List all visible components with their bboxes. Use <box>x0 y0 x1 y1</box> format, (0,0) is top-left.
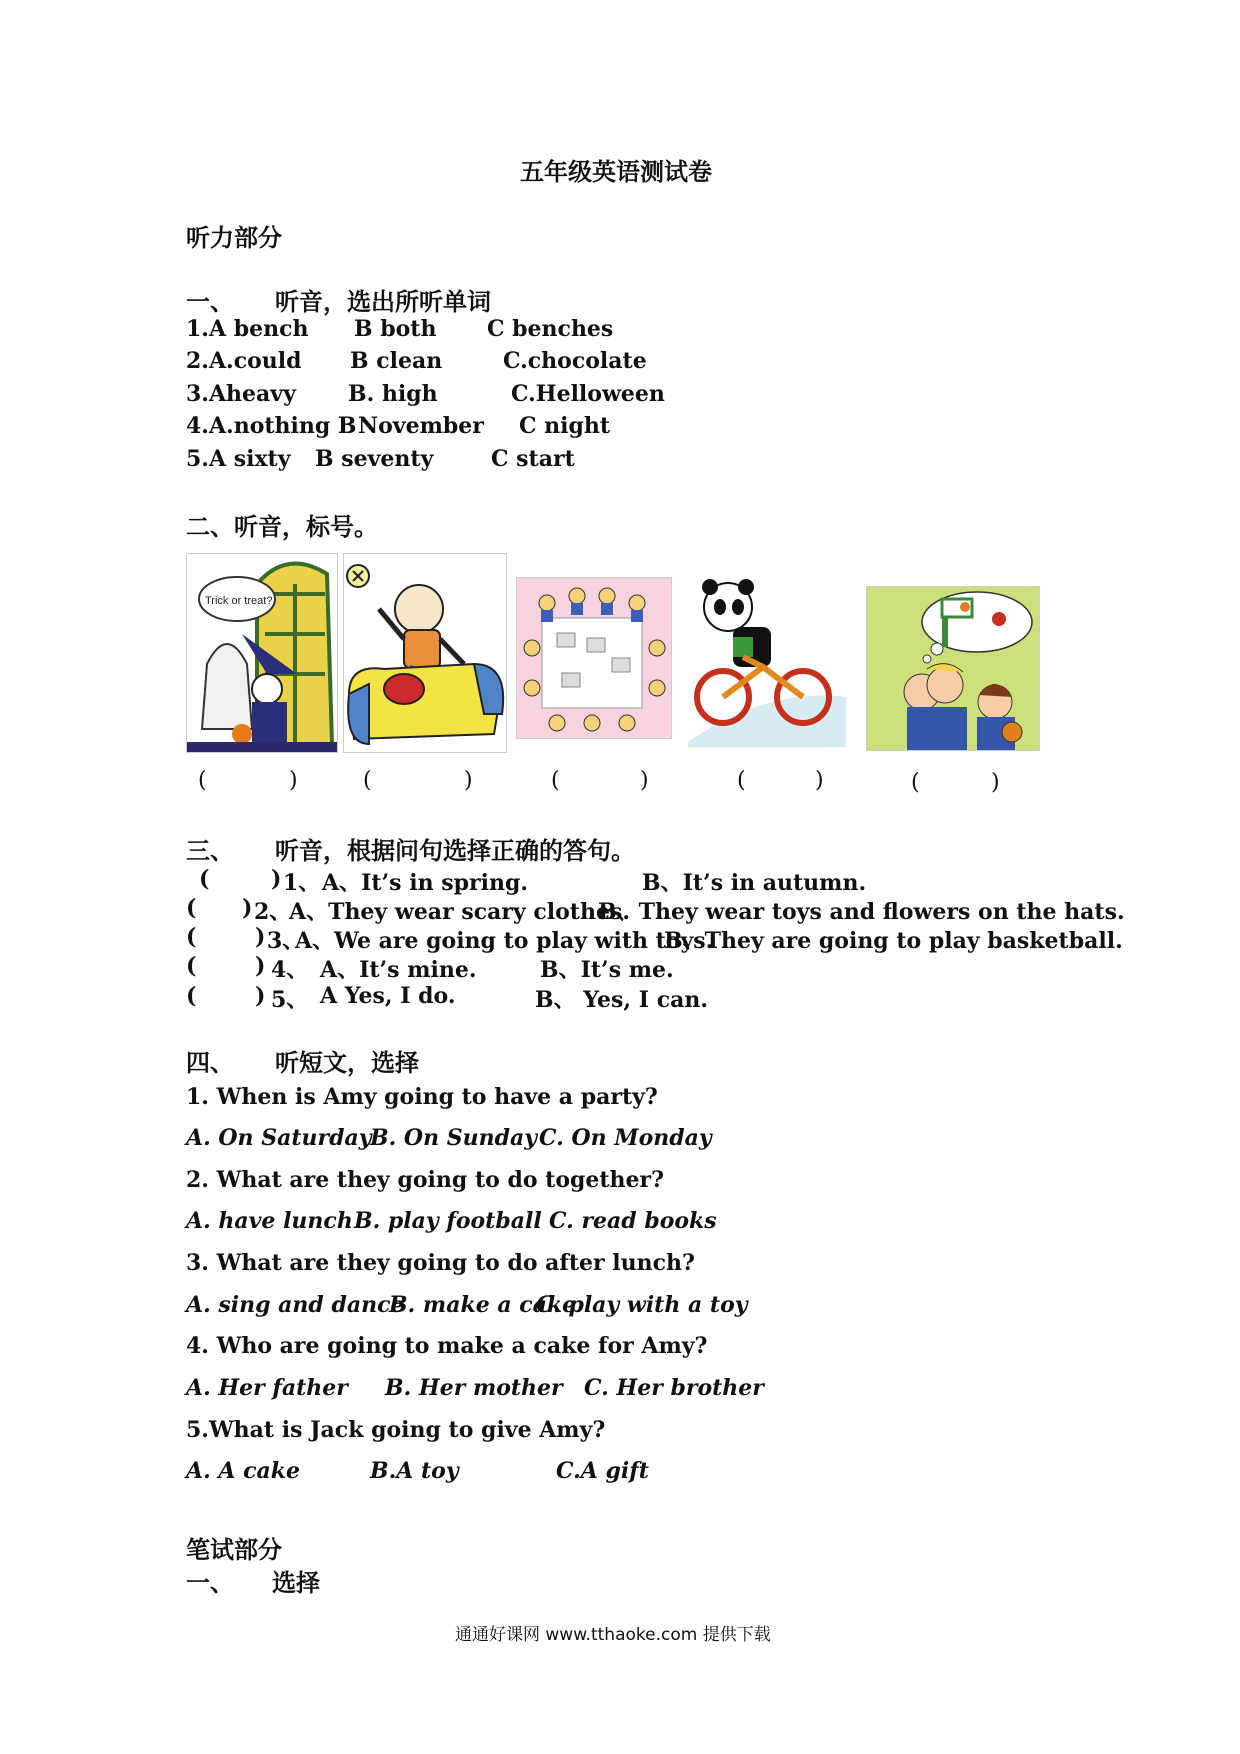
item-number: 4、 <box>271 957 309 983</box>
listening-heading: 听力部分 <box>186 223 282 252</box>
kids-at-table-picture <box>516 577 672 739</box>
word-option: 2.A.could <box>186 348 302 374</box>
answer-bracket-open[interactable]: ( <box>186 895 197 921</box>
word-option: B clean <box>350 348 443 374</box>
word-option: 3.Aheavy <box>186 381 296 407</box>
word-option: C night <box>519 413 611 439</box>
answer-option[interactable]: C. On Monday <box>539 1125 712 1151</box>
answer-bracket-close: ) <box>271 866 282 892</box>
answer-bracket-close: ) <box>255 924 266 950</box>
option-a: A、We are going to play with toys. <box>295 928 714 954</box>
option-a: A、They wear scary clothes. <box>289 899 631 925</box>
answer-option[interactable]: A. A cake <box>186 1458 301 1484</box>
part4-title: 听短文，选择 <box>275 1048 419 1077</box>
part4-number: 四、 <box>186 1048 234 1077</box>
answer-bracket-open[interactable]: ( <box>911 770 920 795</box>
footer-text: 通通好课网 www.tthaoke.com 提供下载 <box>455 1625 771 1645</box>
option-b: B、They are going to play basketball. <box>664 928 1123 954</box>
answer-bracket-open[interactable]: ( <box>186 953 197 979</box>
answer-option[interactable]: A. On Saturday <box>186 1125 372 1151</box>
part1-number: 一、 <box>186 287 234 316</box>
item-number: 5、 <box>271 987 309 1013</box>
answer-option[interactable]: C. read books <box>549 1208 717 1234</box>
answer-bracket-open[interactable]: ( <box>551 768 560 793</box>
item-number: 1、 <box>283 870 321 896</box>
option-b: B、It’s me. <box>540 957 674 983</box>
answer-bracket-close: ) <box>464 768 473 793</box>
answer-option[interactable]: B.A toy <box>370 1458 459 1484</box>
word-option: 1.A bench <box>186 316 309 342</box>
answer-bracket-open[interactable]: ( <box>737 768 746 793</box>
word-option: C start <box>491 446 575 472</box>
answer-option[interactable]: C. Her brother <box>584 1375 764 1401</box>
halloween-picture <box>186 553 338 753</box>
answer-bracket-close: ) <box>255 983 266 1009</box>
answer-option[interactable]: B. Her mother <box>385 1375 563 1401</box>
question-text: 4. Who are going to make a cake for Amy? <box>186 1333 708 1359</box>
part2-title: 二、听音，标号。 <box>186 512 378 541</box>
option-a: A、It’s mine. <box>320 957 477 983</box>
option-a: A、It’s in spring. <box>322 870 528 896</box>
page-title: 五年级英语测试卷 <box>520 157 712 186</box>
option-b: B、They wear toys and flowers on the hats. <box>598 899 1125 925</box>
word-option: November <box>358 413 484 439</box>
answer-option[interactable]: A. Her father <box>186 1375 348 1401</box>
answer-option[interactable]: B. On Sunday <box>370 1125 538 1151</box>
part1-title: 听音，选出所听单词 <box>275 287 491 316</box>
jumping-boy-picture <box>343 553 507 753</box>
word-option: C benches <box>487 316 614 342</box>
answer-option[interactable]: A. sing and dance <box>186 1292 405 1318</box>
answer-bracket-close: ) <box>242 895 253 921</box>
word-option: B. high <box>348 381 438 407</box>
question-text: 3. What are they going to do after lunch? <box>186 1250 695 1276</box>
option-a: A Yes, I do. <box>320 983 456 1009</box>
answer-bracket-open[interactable]: ( <box>198 768 207 793</box>
answer-option[interactable]: C. play with a toy <box>536 1292 748 1318</box>
answer-bracket-close: ) <box>255 953 266 979</box>
answer-bracket-open[interactable]: ( <box>186 924 197 950</box>
part3-title: 听音，根据问句选择正确的答句。 <box>275 836 635 865</box>
answer-bracket-close: ) <box>991 770 1000 795</box>
item-number: 3、 <box>267 928 305 954</box>
answer-bracket-close: ) <box>289 768 298 793</box>
word-option: B both <box>354 316 437 342</box>
writing-part1-title: 选择 <box>272 1568 320 1597</box>
writing-heading: 笔试部分 <box>186 1535 282 1564</box>
word-option: 5.A sixty <box>186 446 291 472</box>
option-b: B、It’s in autumn. <box>642 870 867 896</box>
writing-part1-number: 一、 <box>186 1568 234 1597</box>
answer-bracket-open[interactable]: ( <box>186 983 197 1009</box>
word-option: 4.A.nothing B <box>186 413 357 439</box>
word-option: B seventy <box>315 446 434 472</box>
part3-number: 三、 <box>186 836 234 865</box>
answer-option[interactable]: B. make a cake <box>389 1292 577 1318</box>
word-option: C.chocolate <box>503 348 647 374</box>
item-number: 2、 <box>254 899 292 925</box>
question-text: 1. When is Amy going to have a party? <box>186 1084 658 1110</box>
panda-bike-picture <box>688 577 846 747</box>
word-option: C.Helloween <box>511 381 665 407</box>
speech-bubble-text: Trick or treat? <box>205 595 273 607</box>
answer-option[interactable]: C.A gift <box>556 1458 649 1484</box>
answer-bracket-open[interactable]: ( <box>363 768 372 793</box>
basketball-kids-picture <box>866 586 1040 751</box>
answer-bracket-open[interactable]: ( <box>199 866 210 892</box>
question-text: 2. What are they going to do together? <box>186 1167 665 1193</box>
answer-bracket-close: ) <box>640 768 649 793</box>
answer-bracket-close: ) <box>815 768 824 793</box>
answer-option[interactable]: B. play football <box>354 1208 542 1234</box>
answer-option[interactable]: A. have lunch <box>186 1208 353 1234</box>
option-b: B、 Yes, I can. <box>535 987 709 1013</box>
question-text: 5.What is Jack going to give Amy? <box>186 1417 606 1443</box>
